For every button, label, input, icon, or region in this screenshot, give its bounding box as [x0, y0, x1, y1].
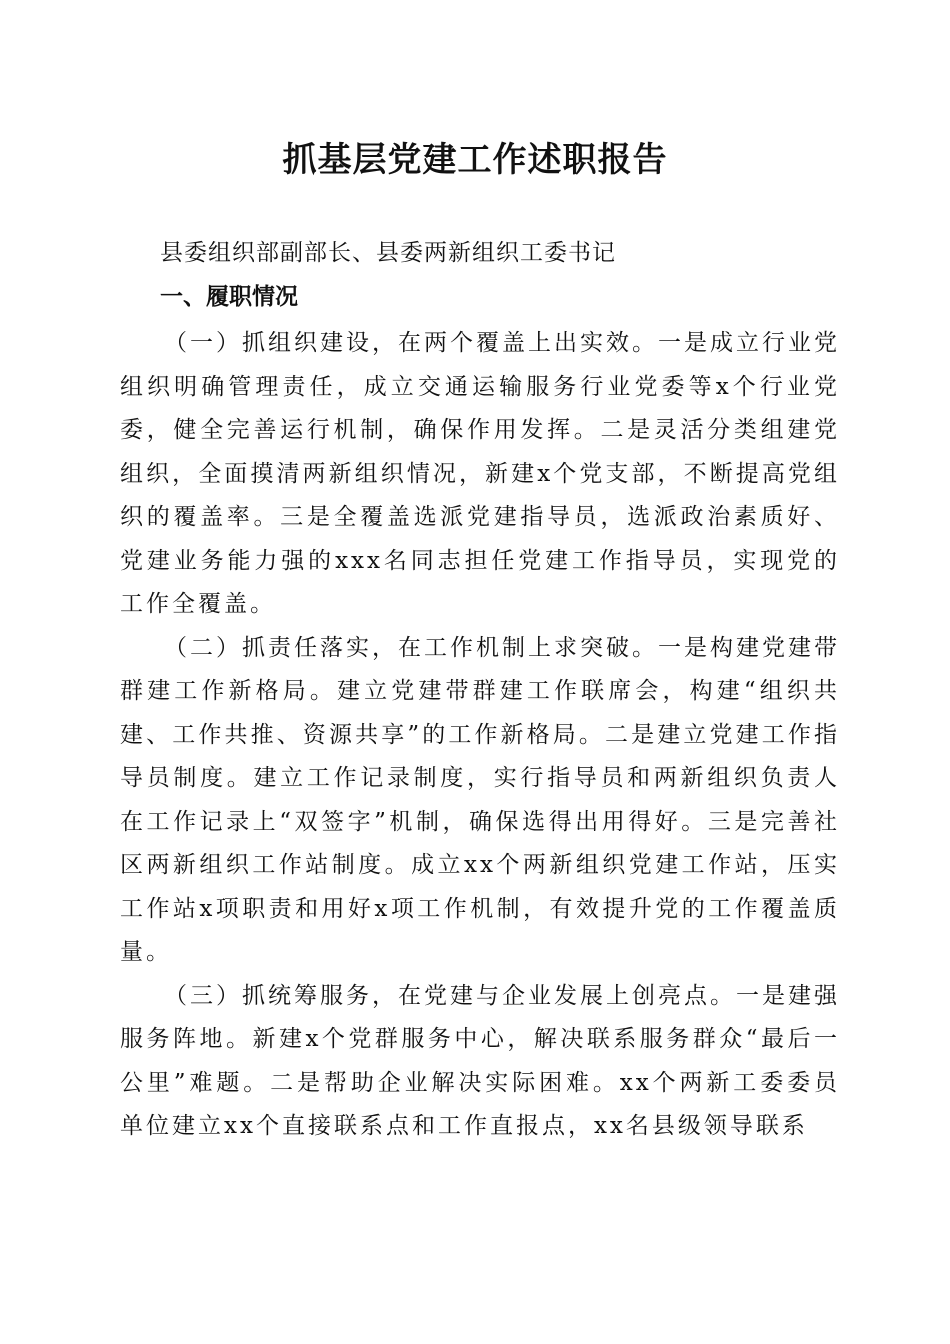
- paragraph-2: （二）抓责任落实，在工作机制上求突破。一是构建党建带群建工作新格局。建立党建带群建工作联席会，构建“组织共建、工作共推、资源共享”的工作新格局。二是建立党建工作指导员制度。建立工作记录制度，实行指导员和两新组织负责人在工作记录上“双签字”机制，确保选得出用得好。三是完善社区两新组织工作站制度。成立xx个两新组织党建工作站，压实工作站x项职责和用好x项工作机制，有效提升党的工作覆盖质量。: [120, 634, 840, 965]
- body-text: [120, 322, 840, 1149]
- paragraph-1: （一）抓组织建设，在两个覆盖上出实效。一是成立行业党组织明确管理责任，成立交通运输服务行业党委等x个行业党委，健全完善运行机制，确保作用发挥。二是灵活分类组建党组织，全面摸清两新组织情况，新建x个党支部，不断提高党组织的覆盖率。三是全覆盖选派党建指导员，选派政治素质好、党建业务能力强的xxx名同志担任党建工作指导员，实现党的工作全覆盖。: [120, 330, 840, 617]
- paragraph-3: （三）抓统筹服务，在党建与企业发展上创亮点。一是建强服务阵地。新建x个党群服务中心，解决联系服务群众“最后一公里”难题。二是帮助企业解决实际困难。xx个两新工委委员单位建立xx个直接联系点和工作直报点，xx名县级领导联系: [120, 982, 840, 1139]
- section-heading: 一、履职情况: [160, 284, 298, 310]
- author-line: 县委组织部副部长、县委两新组织工委书记: [160, 240, 616, 266]
- document-title: 抓基层党建工作述职报告: [282, 140, 668, 180]
